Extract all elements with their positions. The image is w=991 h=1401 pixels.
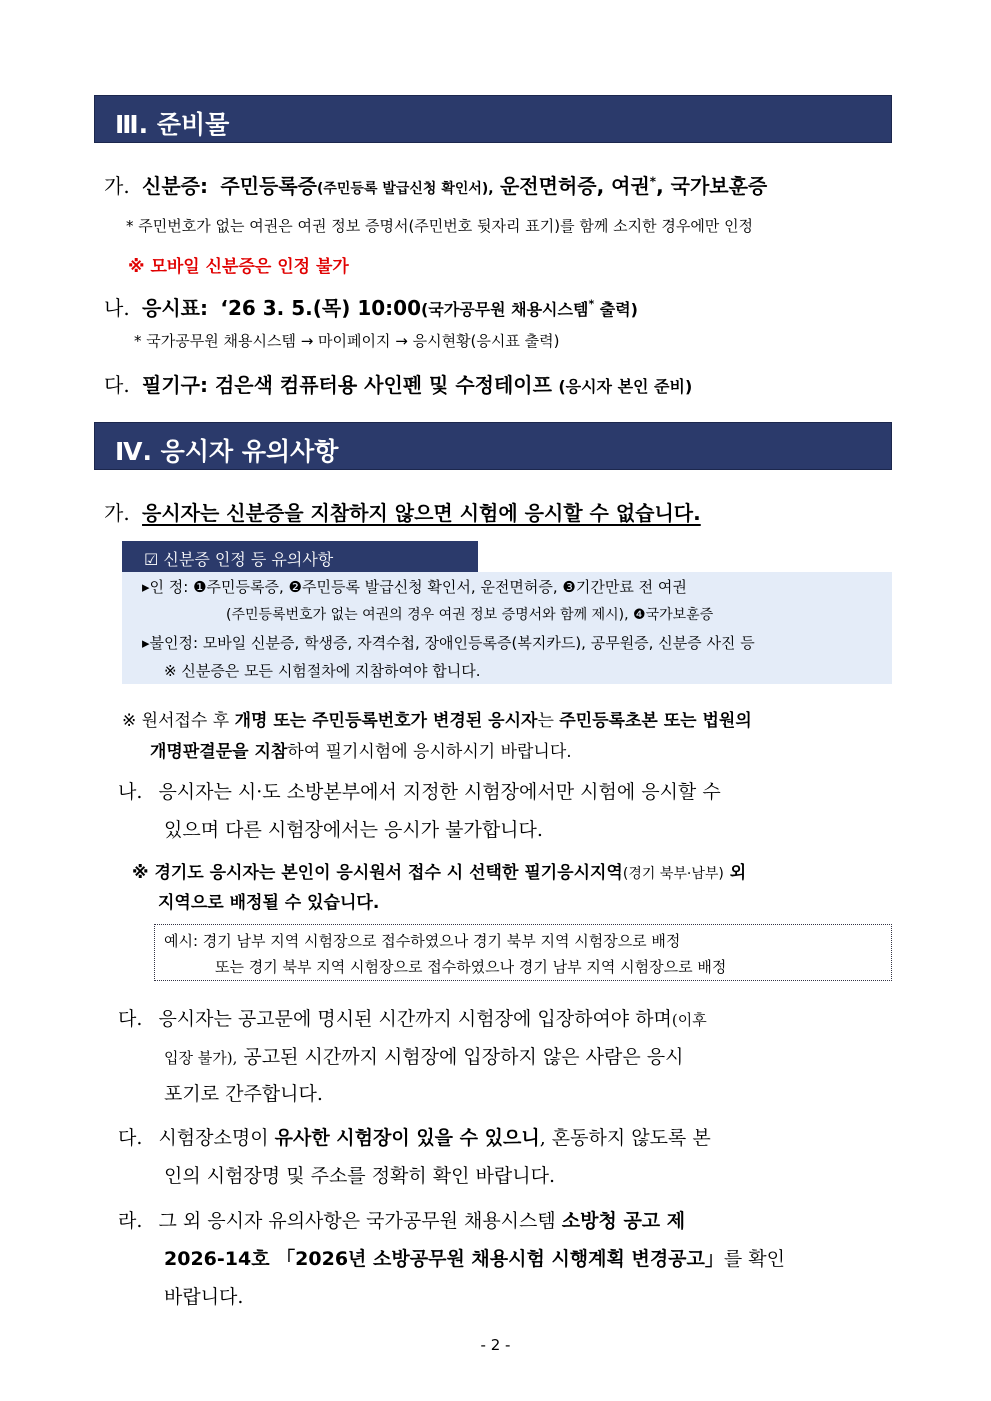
caution-carry-note: ※ 신분증은 모든 시험절차에 지참하여야 합니다. bbox=[164, 662, 481, 680]
caution-box-title: ☑ 신분증 인정 등 유의사항 bbox=[122, 541, 478, 572]
gyeonggi-note-line-2: 지역으로 배정될 수 있습니다. bbox=[158, 893, 380, 913]
other-notes-line-2 bbox=[164, 1244, 785, 1271]
arrival-line-3: 포기로 간주합니다. bbox=[164, 1083, 323, 1105]
exam-ticket-date: ‘26 3. 5.(목) 10:00 bbox=[220, 296, 421, 320]
arrival-text: 응시자는 공고문에 명시된 시간까지 시험장에 입장하여야 하며 bbox=[158, 1008, 672, 1030]
item-label: 다. bbox=[118, 1127, 143, 1149]
item-label: 가. bbox=[104, 174, 130, 198]
arrival-small: 입장 불가), bbox=[164, 1049, 238, 1067]
page-number: - 2 - bbox=[480, 1336, 511, 1354]
caution-not-accepted: ▸불인정: 모바일 신분증, 학생증, 자격수첩, 장애인등록증(복지카드), 공무원증, 신분증 사진 등 bbox=[142, 634, 755, 652]
item-label: 다. bbox=[104, 373, 130, 397]
exam-ticket-note: * 국가공무원 채용시스템 → 마이페이지 → 응시현황(응시표 출력) bbox=[134, 332, 560, 350]
exam-ticket-star: * bbox=[588, 297, 595, 311]
section-4-title: Ⅳ. 응시자 유의사항 bbox=[115, 437, 339, 466]
caution-accepted: ▸인 정: ❶주민등록증, ❷주민등록 발급신청 확인서, 운전면허증, ❸기간만료 전 여권 bbox=[142, 578, 687, 596]
caution-box bbox=[122, 572, 892, 684]
mobile-id-warning: ※ 모바일 신분증은 인정 불가 bbox=[128, 257, 349, 277]
name-change-note-line-2 bbox=[150, 737, 572, 762]
venue-line-2: 있으며 다른 시험장에서는 응시가 불가합니다. bbox=[164, 819, 543, 841]
other-text: 를 확인 bbox=[723, 1248, 785, 1270]
note-text: 하여 필기시험에 응시하시기 바랍니다. bbox=[287, 742, 572, 762]
caution-accepted-detail: (주민등록번호가 없는 여권의 경우 여권 정보 증명서와 함께 제시), ❹국가보훈증 bbox=[226, 607, 714, 623]
exam-ticket-title: 응시표: bbox=[142, 296, 209, 320]
arrival-line-2 bbox=[164, 1042, 683, 1069]
id-card-note: * 주민번호가 없는 여권은 여권 정보 증명서(주민번호 뒷자리 표기)를 함께 소지한 경우에만 인정 bbox=[126, 217, 754, 235]
note-bold: 개명판결문을 지참 bbox=[150, 742, 288, 762]
note-text: ※ 원서접수 후 bbox=[122, 711, 235, 731]
other-bold: 2026-14호 「2026년 소방공무원 채용시험 시행계획 변경공고」 bbox=[164, 1248, 724, 1270]
note-text: (경기 북부·남부) bbox=[622, 866, 724, 882]
other-notes-line-3: 바랍니다. bbox=[164, 1286, 244, 1308]
id-card-item-2: 운전면허증, 여권 bbox=[499, 174, 650, 198]
similar-venue-line-1 bbox=[118, 1123, 711, 1150]
item-label: 라. bbox=[118, 1210, 143, 1232]
example-line-1: 예시: 경기 남부 지역 시험장으로 접수하였으나 경기 북부 지역 시험장으로 배정 bbox=[164, 932, 681, 950]
item-label: 나. bbox=[104, 296, 130, 320]
stationery-sub: (응시자 본인 준비) bbox=[558, 377, 693, 396]
arrival-line-1 bbox=[118, 1004, 707, 1031]
section-3-title: Ⅲ. 준비물 bbox=[115, 110, 230, 139]
item-label: 나. bbox=[118, 781, 143, 803]
note-bold: 주민등록초본 또는 법원의 bbox=[559, 711, 752, 731]
arrival-small: (이후 bbox=[671, 1011, 707, 1029]
similar-venue-line-2: 인의 시험장명 및 주소를 정확히 확인 바랍니다. bbox=[164, 1165, 556, 1187]
section-4-header bbox=[94, 422, 892, 470]
exam-ticket-line bbox=[104, 292, 638, 321]
stationery-line bbox=[104, 369, 692, 398]
similar-text: , 혼동하지 않도록 본 bbox=[539, 1127, 711, 1149]
item-label: 다. bbox=[118, 1008, 143, 1030]
id-card-star: * bbox=[649, 174, 657, 189]
exam-ticket-sub-2: 출력) bbox=[594, 300, 638, 319]
similar-text: 시험장소명이 bbox=[158, 1127, 275, 1149]
section-3-header bbox=[94, 95, 892, 143]
note-bold: 개명 또는 주민등록번호가 변경된 응시자 bbox=[234, 711, 538, 731]
item-label: 가. bbox=[104, 501, 130, 525]
venue-line-1 bbox=[118, 777, 721, 804]
id-card-item-1: 주민등록증 bbox=[220, 174, 317, 198]
venue-text: 응시자는 시·도 소방본부에서 지정한 시험장에서만 시험에 응시할 수 bbox=[158, 781, 721, 803]
stationery-title: 필기구: 검은색 컴퓨터용 사인펜 및 수정테이프 bbox=[142, 373, 552, 397]
other-bold: 소방청 공고 제 bbox=[561, 1210, 686, 1232]
similar-bold: 유사한 시험장이 있을 수 있으니 bbox=[274, 1127, 540, 1149]
id-card-line bbox=[104, 170, 767, 199]
name-change-note-line-1 bbox=[122, 706, 752, 731]
id-card-item-3: , 국가보훈증 bbox=[656, 174, 768, 198]
other-text: 그 외 응시자 유의사항은 국가공무원 채용시스템 bbox=[158, 1210, 562, 1232]
note-bold: ※ 경기도 응시자는 본인이 응시원서 접수 시 선택한 필기응시지역 bbox=[132, 863, 623, 883]
arrival-text: 공고된 시간까지 시험장에 입장하지 않은 사람은 응시 bbox=[237, 1046, 684, 1068]
id-required-line bbox=[104, 497, 701, 526]
example-line-2: 또는 경기 북부 지역 시험장으로 접수하였으나 경기 남부 지역 시험장으로 배정 bbox=[215, 958, 727, 976]
example-box bbox=[154, 924, 892, 981]
gyeonggi-note-line-1 bbox=[132, 858, 746, 883]
id-card-title: 신분증: bbox=[142, 174, 209, 198]
id-required-text: 응시자는 신분증을 지참하지 않으면 시험에 응시할 수 없습니다. bbox=[142, 501, 701, 525]
note-bold: 외 bbox=[723, 863, 747, 883]
exam-ticket-sub: (국가공무원 채용시스템 bbox=[420, 300, 589, 319]
note-text: 는 bbox=[537, 711, 560, 731]
id-card-item-1-sub: (주민등록 발급신청 확인서), bbox=[316, 181, 494, 197]
other-notes-line-1 bbox=[118, 1206, 685, 1233]
